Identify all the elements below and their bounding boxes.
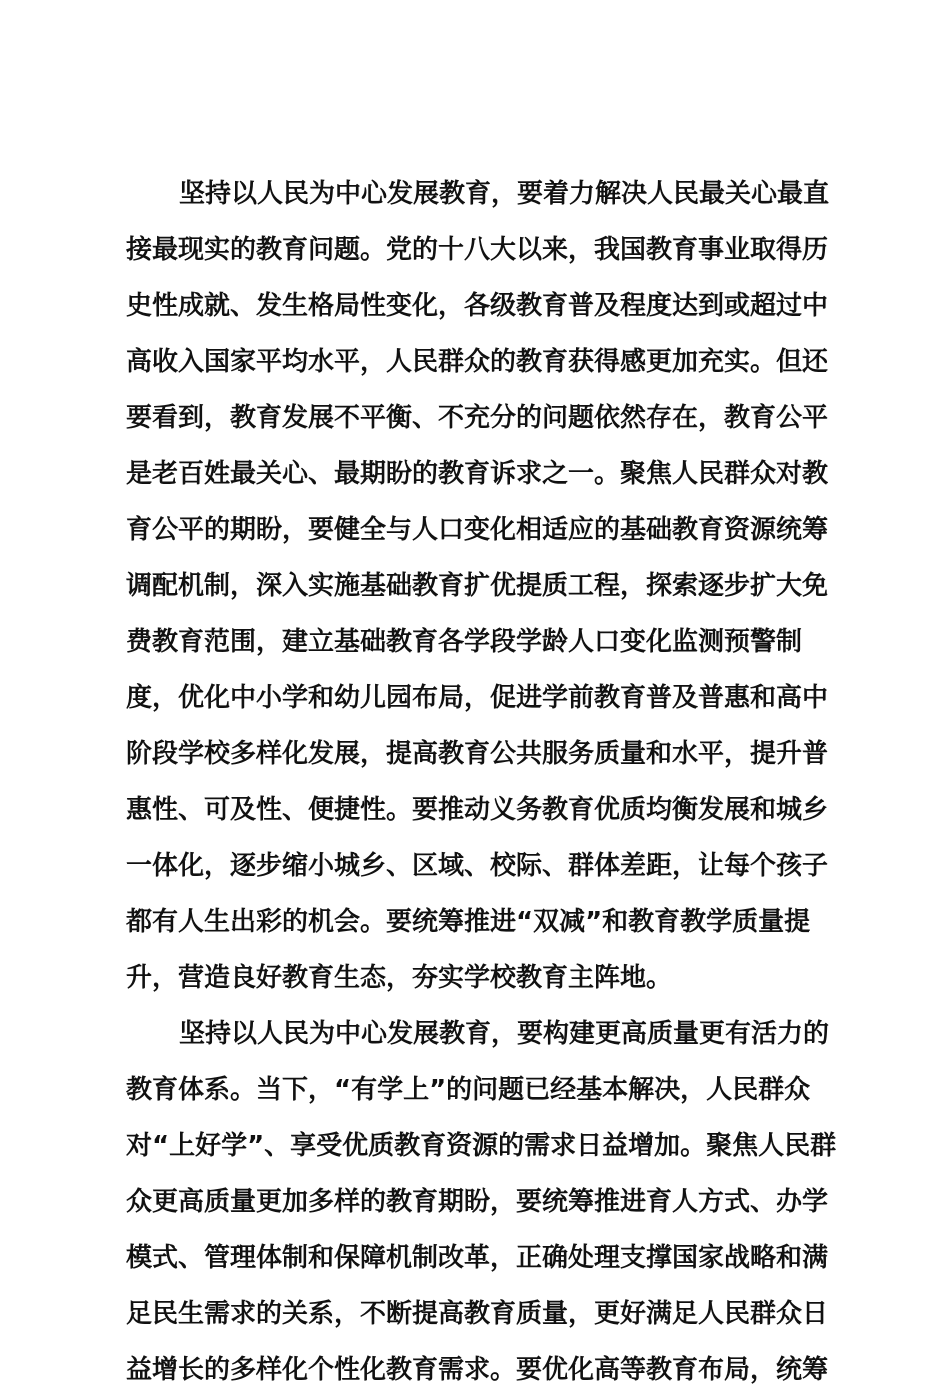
paragraph-2 [126,1006,837,1398]
text-line: 升，营造良好教育生态，夯实学校教育主阵地。 [126,963,673,993]
paragraph-1 [126,166,830,1006]
text-line: 育公平的期盼，要健全与人口变化相适应的基础教育资源统筹 [126,515,829,545]
text-line: 史性成就、发生格局性变化，各级教育普及程度达到或超过中 [126,291,829,321]
text-line: 模式、管理体制和保障机制改革，正确处理支撑国家战略和满 [126,1243,829,1273]
text-line: 坚持以人民为中心发展教育，要着力解决人民最关心最直 [179,179,830,209]
body-text [126,166,837,1398]
text-line: 调配机制，深入实施基础教育扩优提质工程，探索逐步扩大免 [126,571,829,601]
text-line: 接最现实的教育问题。党的十八大以来，我国教育事业取得历 [126,235,829,265]
text-line: 惠性、可及性、便捷性。要推动义务教育优质均衡发展和城乡 [126,795,829,825]
text-line: 教育体系。当下，“有学上”的问题已经基本解决，人民群众 [126,1075,811,1105]
text-line: 要看到，教育发展不平衡、不充分的问题依然存在，教育公平 [126,403,829,433]
text-line: 阶段学校多样化发展，提高教育公共服务质量和水平，提升普 [126,739,829,769]
text-line: 对“上好学”、享受优质教育资源的需求日益增加。聚焦人民群 [126,1131,837,1161]
text-line: 是老百姓最关心、最期盼的教育诉求之一。聚焦人民群众对教 [126,459,829,489]
text-line: 高收入国家平均水平，人民群众的教育获得感更加充实。但还 [126,347,829,377]
text-line: 费教育范围，建立基础教育各学段学龄人口变化监测预警制 [126,627,803,657]
text-line: 足民生需求的关系，不断提高教育质量，更好满足人民群众日 [126,1299,829,1329]
text-line: 一体化，逐步缩小城乡、区域、校际、群体差距，让每个孩子 [126,851,829,881]
text-line: 度，优化中小学和幼儿园布局，促进学前教育普及普惠和高中 [126,683,829,713]
text-line: 益增长的多样化个性化教育需求。要优化高等教育布局，统筹 [126,1355,829,1385]
text-line: 众更高质量更加多样的教育期盼，要统筹推进育人方式、办学 [126,1187,829,1217]
text-line: 坚持以人民为中心发展教育，要构建更高质量更有活力的 [179,1019,830,1049]
text-line: 都有人生出彩的机会。要统筹推进“双减”和教育教学质量提 [126,907,811,937]
